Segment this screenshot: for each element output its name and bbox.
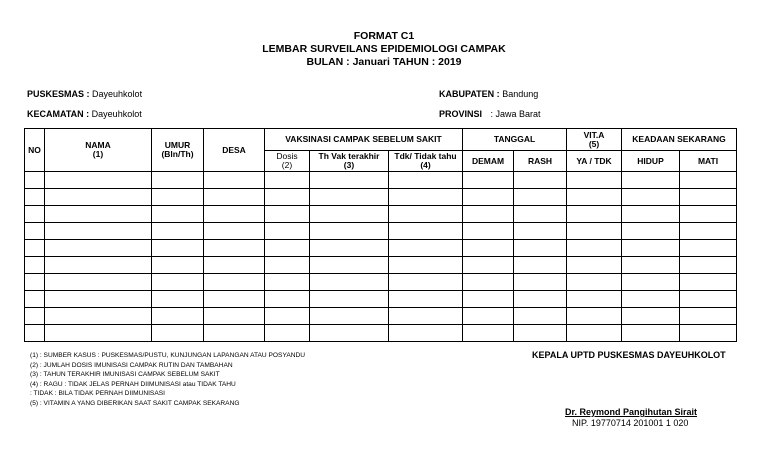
col-rash: RASH: [514, 151, 567, 172]
table-cell[interactable]: [152, 274, 204, 291]
table-cell[interactable]: [514, 291, 567, 308]
kabupaten-label: KABUPATEN :: [439, 89, 500, 99]
table-cell[interactable]: [25, 308, 45, 325]
table-cell[interactable]: [25, 223, 45, 240]
table-cell[interactable]: [25, 274, 45, 291]
table-cell[interactable]: [389, 325, 463, 342]
signature-nip: NIP. 19770714 201001 1 020: [572, 418, 689, 428]
table-cell[interactable]: [45, 257, 152, 274]
table-cell[interactable]: [567, 274, 622, 291]
table-cell[interactable]: [152, 172, 204, 189]
table-cell[interactable]: [152, 223, 204, 240]
table-cell[interactable]: [45, 172, 152, 189]
table-cell[interactable]: [622, 257, 680, 274]
table-cell[interactable]: [45, 325, 152, 342]
table-cell[interactable]: [463, 223, 514, 240]
footnote-line: (4) : RAGU : TIDAK JELAS PERNAH DIIMUNISASI atau TIDAK TAHU: [30, 380, 236, 388]
table-cell[interactable]: [622, 223, 680, 240]
table-cell[interactable]: [204, 274, 265, 291]
col-no: NO: [25, 129, 45, 172]
table-cell[interactable]: [310, 274, 389, 291]
table-cell[interactable]: [680, 223, 737, 240]
footnote-line: (5) : VITAMIN A YANG DIBERIKAN SAAT SAKIT CAMPAK SEKARANG: [30, 399, 240, 407]
col-nama-label: NAMA: [85, 140, 111, 150]
table-cell[interactable]: [152, 206, 204, 223]
table-cell[interactable]: [389, 223, 463, 240]
table-cell[interactable]: [265, 189, 310, 206]
col-umur-label: UMUR: [164, 140, 191, 150]
table-cell[interactable]: [514, 325, 567, 342]
table-cell[interactable]: [204, 223, 265, 240]
provinsi-label: PROVINSI: [439, 109, 483, 119]
table-cell[interactable]: [463, 308, 514, 325]
table-row: [25, 274, 737, 291]
table-cell[interactable]: [25, 206, 45, 223]
table-cell[interactable]: [265, 308, 310, 325]
table-cell[interactable]: [25, 172, 45, 189]
table-cell[interactable]: [514, 172, 567, 189]
table-cell[interactable]: [265, 240, 310, 257]
table-cell[interactable]: [310, 308, 389, 325]
table-row: [25, 189, 737, 206]
table-cell[interactable]: [567, 257, 622, 274]
table-cell[interactable]: [389, 189, 463, 206]
table-cell[interactable]: [25, 240, 45, 257]
table-cell[interactable]: [514, 223, 567, 240]
table-cell[interactable]: [310, 206, 389, 223]
table-cell[interactable]: [265, 257, 310, 274]
signature-title: KEPALA UPTD PUSKESMAS DAYEUHKOLOT: [532, 350, 726, 360]
table-cell[interactable]: [514, 257, 567, 274]
table-row: [25, 172, 737, 189]
col-vita-label: VIT.A: [583, 129, 605, 140]
table-cell[interactable]: [310, 291, 389, 308]
table-cell[interactable]: [389, 257, 463, 274]
col-hidup: HIDUP: [622, 151, 680, 172]
table-cell[interactable]: [265, 223, 310, 240]
table-cell[interactable]: [463, 325, 514, 342]
table-cell[interactable]: [389, 240, 463, 257]
col-tdk-number: (4): [420, 160, 431, 170]
table-cell[interactable]: [680, 308, 737, 325]
table-cell[interactable]: [45, 291, 152, 308]
table-cell[interactable]: [622, 291, 680, 308]
table-cell[interactable]: [463, 291, 514, 308]
table-row: [25, 240, 737, 257]
puskesmas-field: [27, 89, 142, 100]
footnote-line: (1) : SUMBER KASUS : PUSKESMAS/PUSTU, KUNJUNGAN LAPANGAN ATAU POSYANDU: [30, 352, 306, 359]
col-th-vak-number: (3): [343, 160, 355, 170]
table-cell[interactable]: [514, 240, 567, 257]
footnotes: [30, 351, 305, 409]
col-keadaan: KEADAAN SEKARANG: [622, 129, 737, 151]
table-row: [25, 325, 737, 342]
table-body: [25, 172, 737, 342]
col-th-vak: [310, 151, 389, 172]
table-row: [25, 308, 737, 325]
provinsi-value: : Jawa Barat: [490, 109, 541, 119]
table-cell[interactable]: [265, 274, 310, 291]
table-cell[interactable]: [567, 189, 622, 206]
footnote-line: (2) : JUMLAH DOSIS IMUNISASI CAMPAK RUTIN DAN TAMBAHAN: [30, 361, 233, 369]
table-row: [25, 257, 737, 274]
table-cell[interactable]: [463, 172, 514, 189]
col-umur: [152, 129, 204, 172]
table-cell[interactable]: [45, 223, 152, 240]
table-cell[interactable]: [622, 325, 680, 342]
kabupaten-field: [439, 89, 538, 100]
table-cell[interactable]: [680, 189, 737, 206]
col-tanggal: TANGGAL: [463, 129, 567, 151]
form-code: FORMAT C1: [353, 30, 415, 42]
table-row: [25, 206, 737, 223]
kabupaten-value: Bandung: [502, 89, 539, 99]
table-cell[interactable]: [204, 240, 265, 257]
table-cell[interactable]: [25, 257, 45, 274]
table-cell[interactable]: [389, 291, 463, 308]
table-cell[interactable]: [152, 240, 204, 257]
table-cell[interactable]: [567, 223, 622, 240]
table-cell[interactable]: [310, 257, 389, 274]
table-cell[interactable]: [265, 206, 310, 223]
table-cell[interactable]: [204, 325, 265, 342]
table-cell[interactable]: [514, 206, 567, 223]
table-cell[interactable]: [45, 308, 152, 325]
table-cell[interactable]: [25, 189, 45, 206]
table-cell[interactable]: [204, 206, 265, 223]
table-cell[interactable]: [567, 206, 622, 223]
col-mati: MATI: [680, 151, 737, 172]
kecamatan-value: Dayeuhkolot: [91, 109, 142, 119]
col-th-vak-label: Th Vak terakhir: [318, 151, 380, 161]
table-cell[interactable]: [567, 172, 622, 189]
table-cell[interactable]: [463, 189, 514, 206]
col-nama: [45, 129, 152, 172]
table-cell[interactable]: [514, 189, 567, 206]
table-cell[interactable]: [204, 172, 265, 189]
table-cell[interactable]: [622, 240, 680, 257]
footnote-line: : TIDAK : BILA TIDAK PERNAH DIIMUNISASI: [30, 390, 165, 398]
footnote-line: (3) : TAHUN TERAKHIR IMUNISASI CAMPAK SEBELUM SAKIT: [30, 371, 220, 379]
col-vita-number: (5): [588, 138, 600, 149]
table-cell[interactable]: [152, 308, 204, 325]
col-nama-number: (1): [92, 149, 104, 159]
table-cell[interactable]: [622, 189, 680, 206]
table-cell[interactable]: [25, 325, 45, 342]
table-cell[interactable]: [45, 274, 152, 291]
form-period: BULAN : Januari TAHUN : 2019: [306, 56, 462, 68]
table-cell[interactable]: [389, 172, 463, 189]
table-cell[interactable]: [152, 325, 204, 342]
col-vaksinasi: VAKSINASI CAMPAK SEBELUM SAKIT: [265, 129, 463, 151]
kecamatan-label: KECAMATAN :: [27, 109, 90, 119]
table-cell[interactable]: [310, 172, 389, 189]
table-cell[interactable]: [514, 274, 567, 291]
table-cell[interactable]: [310, 189, 389, 206]
table-cell[interactable]: [567, 291, 622, 308]
puskesmas-value: Dayeuhkolot: [92, 89, 143, 99]
col-dosis-label: Dosis: [276, 151, 298, 161]
table-cell[interactable]: [152, 189, 204, 206]
surveillance-table: [24, 128, 737, 342]
col-demam: DEMAM: [463, 151, 514, 172]
col-tdk: [389, 151, 463, 172]
form-title: LEMBAR SURVEILANS EPIDEMIOLOGI CAMPAK: [262, 43, 506, 55]
table-cell[interactable]: [152, 291, 204, 308]
table-cell[interactable]: [567, 240, 622, 257]
table-cell[interactable]: [389, 206, 463, 223]
table-cell[interactable]: [463, 206, 514, 223]
table-cell[interactable]: [389, 274, 463, 291]
table-cell[interactable]: [25, 291, 45, 308]
table-row: [25, 291, 737, 308]
table-cell[interactable]: [622, 206, 680, 223]
table-cell[interactable]: [463, 240, 514, 257]
kecamatan-field: [27, 109, 142, 120]
table-cell[interactable]: [567, 308, 622, 325]
table-cell[interactable]: [622, 274, 680, 291]
table-cell[interactable]: [265, 172, 310, 189]
table-cell[interactable]: [204, 308, 265, 325]
table-cell[interactable]: [680, 257, 737, 274]
table-cell[interactable]: [567, 325, 622, 342]
table-cell[interactable]: [310, 240, 389, 257]
table-cell[interactable]: [45, 240, 152, 257]
table-cell[interactable]: [265, 325, 310, 342]
col-ya-tdk: YA / TDK: [567, 151, 622, 172]
col-umur-unit: (Bln/Th): [161, 149, 194, 159]
table-cell[interactable]: [680, 291, 737, 308]
col-dosis: [265, 151, 310, 172]
table-cell[interactable]: [622, 172, 680, 189]
table-cell[interactable]: [152, 257, 204, 274]
col-desa: DESA: [204, 129, 265, 172]
table-cell[interactable]: [204, 189, 265, 206]
table-cell[interactable]: [680, 172, 737, 189]
table-row: [25, 223, 737, 240]
table-cell[interactable]: [204, 257, 265, 274]
table-cell[interactable]: [463, 257, 514, 274]
col-vita: [567, 129, 622, 151]
table-cell[interactable]: [45, 189, 152, 206]
table-cell[interactable]: [310, 325, 389, 342]
table-cell[interactable]: [204, 291, 265, 308]
table-cell[interactable]: [680, 240, 737, 257]
col-dosis-number: (2): [281, 160, 293, 170]
table-cell[interactable]: [265, 291, 310, 308]
puskesmas-label: PUSKESMAS :: [27, 89, 90, 99]
table-cell[interactable]: [45, 206, 152, 223]
table-cell[interactable]: [389, 308, 463, 325]
table-cell[interactable]: [310, 223, 389, 240]
table-cell[interactable]: [680, 206, 737, 223]
provinsi-field: [439, 109, 541, 120]
table-cell[interactable]: [514, 308, 567, 325]
table-cell[interactable]: [622, 308, 680, 325]
table-cell[interactable]: [680, 325, 737, 342]
signature-name: Dr. Reymond Pangihutan Sirait: [565, 407, 698, 417]
table-cell[interactable]: [463, 274, 514, 291]
table-cell[interactable]: [680, 274, 737, 291]
col-tdk-label: Tdk/ Tidak tahu: [394, 151, 457, 161]
